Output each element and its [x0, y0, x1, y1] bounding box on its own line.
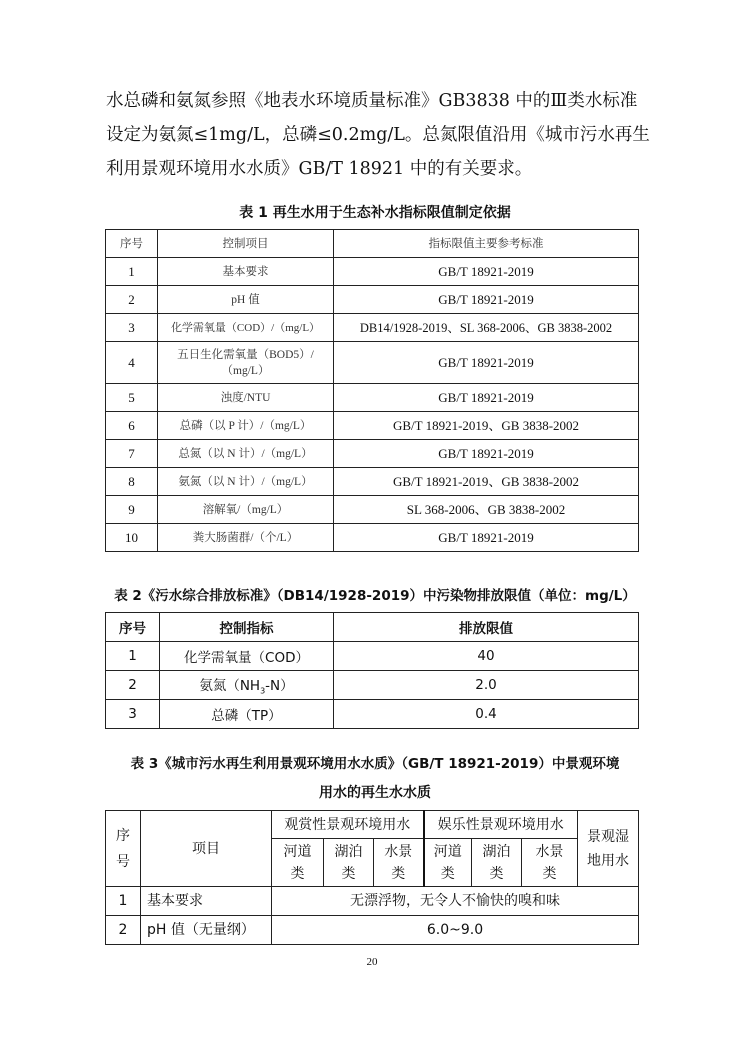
- row-item: [160, 671, 334, 700]
- row-item: 化学需氧量（COD）/（mg/L）: [158, 314, 334, 342]
- table-row: [106, 286, 639, 314]
- row-item: 总磷（TP）: [160, 700, 334, 729]
- row-ref: GB/T 18921-2019: [334, 384, 639, 412]
- row-value: 6.0~9.0: [272, 916, 639, 945]
- table-row: [106, 671, 639, 700]
- header-group-recreational: 娱乐性景观环境用水: [424, 811, 578, 839]
- row-no: 5: [106, 384, 158, 412]
- table-row: [106, 342, 639, 384]
- header-cell: 控制指标: [160, 613, 334, 642]
- subheader-cell: [424, 839, 472, 887]
- table-row: [106, 412, 639, 440]
- subheader-cell: [472, 839, 522, 887]
- row-item: 基本要求: [141, 887, 272, 916]
- row-item: pH 值: [158, 286, 334, 314]
- row-item: 基本要求: [158, 258, 334, 286]
- row-item: 化学需氧量（COD）: [160, 642, 334, 671]
- row-item: 总氮（以 N 计）/（mg/L）: [158, 440, 334, 468]
- table2: [105, 612, 639, 729]
- subheader-text: 湖泊类: [334, 843, 363, 882]
- subheader-cell: [522, 839, 578, 887]
- header-no: [106, 811, 141, 887]
- table3: [105, 810, 639, 945]
- row-no: 7: [106, 440, 158, 468]
- subheader-text: 河道类: [433, 843, 462, 882]
- row-ref: DB14/1928-2019、SL 368-2006、GB 3838-2002: [334, 314, 639, 342]
- table-row: [106, 524, 639, 552]
- subheader-text: 水景类: [535, 843, 564, 882]
- table-row: [106, 700, 639, 729]
- table-row: [106, 642, 639, 671]
- paragraph-line: 设定为氨氮≤1mg/L，总磷≤0.2mg/L。总氮限值沿用《城市污水再生: [106, 125, 650, 145]
- row-item: 溶解氧/（mg/L）: [158, 496, 334, 524]
- row-item-line: （mg/L）: [221, 364, 270, 377]
- table-row: [106, 440, 639, 468]
- header-no-text: 序号: [116, 827, 130, 870]
- header-cell: 指标限值主要参考标准: [334, 230, 639, 258]
- header-cell: 控制项目: [158, 230, 334, 258]
- row-ref: GB/T 18921-2019: [334, 286, 639, 314]
- item-text: 氨氮（NH: [199, 678, 261, 695]
- row-ref: SL 368-2006、GB 3838-2002: [334, 496, 639, 524]
- row-ref: GB/T 18921-2019、GB 3838-2002: [334, 468, 639, 496]
- row-ref: GB/T 18921-2019: [334, 440, 639, 468]
- subheader-cell: [324, 839, 374, 887]
- row-ref: GB/T 18921-2019: [334, 342, 639, 384]
- table-row: [106, 496, 639, 524]
- subheader-text: 水景类: [384, 843, 413, 882]
- row-item: [158, 342, 334, 384]
- row-item-line: 五日生化需氧量（BOD5）/: [177, 348, 314, 361]
- subheader-cell: [374, 839, 424, 887]
- subheader-text: 湖泊类: [482, 843, 511, 882]
- subheader-cell: [272, 839, 324, 887]
- row-item: pH 值（无量纲）: [141, 916, 272, 945]
- table-row: [106, 887, 639, 916]
- row-ref: GB/T 18921-2019: [334, 524, 639, 552]
- header-cell: 序号: [106, 230, 158, 258]
- row-value: 无漂浮物，无令人不愉快的嗅和味: [272, 887, 639, 916]
- row-no: 1: [106, 887, 141, 916]
- table1-caption: 表 1 再生水用于生态补水指标限值制定依据: [239, 205, 511, 221]
- paragraph-line: 水总磷和氨氮参照《地表水环境质量标准》GB3838 中的Ⅲ类水标准: [106, 91, 638, 111]
- body-paragraph: [106, 84, 650, 186]
- row-item: 浊度/NTU: [158, 384, 334, 412]
- table-header-row: [106, 230, 639, 258]
- row-value: 40: [334, 642, 639, 671]
- header-cell: 排放限值: [334, 613, 639, 642]
- row-no: 6: [106, 412, 158, 440]
- table-row: [106, 314, 639, 342]
- row-no: 1: [106, 258, 158, 286]
- table-row: [106, 384, 639, 412]
- row-no: 10: [106, 524, 158, 552]
- table3-caption-line2: 用水的再生水水质: [319, 785, 431, 801]
- header-cell: 序号: [106, 613, 160, 642]
- header-wetland-text: 景观湿地用水: [587, 828, 629, 869]
- item-subscript: 3: [260, 686, 266, 696]
- table-row: [106, 916, 639, 945]
- table1: [105, 229, 639, 552]
- paragraph-line: 利用景观环境用水水质》GB/T 18921 中的有关要求。: [106, 159, 533, 179]
- row-ref: GB/T 18921-2019: [334, 258, 639, 286]
- row-no: 3: [106, 314, 158, 342]
- header-wetland: [578, 811, 639, 887]
- table-row: [106, 258, 639, 286]
- row-value: 0.4: [334, 700, 639, 729]
- row-no: 2: [106, 671, 160, 700]
- row-no: 4: [106, 342, 158, 384]
- header-group-ornamental: 观赏性景观环境用水: [272, 811, 424, 839]
- row-ref: GB/T 18921-2019、GB 3838-2002: [334, 412, 639, 440]
- row-no: 2: [106, 286, 158, 314]
- row-no: 3: [106, 700, 160, 729]
- row-value: 2.0: [334, 671, 639, 700]
- row-item: 总磷（以 P 计）/（mg/L）: [158, 412, 334, 440]
- row-no: 2: [106, 916, 141, 945]
- page-number: 20: [366, 956, 378, 968]
- row-item: 粪大肠菌群/（个/L）: [158, 524, 334, 552]
- table-header-row: [106, 613, 639, 642]
- table-header-row: [106, 811, 639, 839]
- subheader-text: 河道类: [283, 843, 312, 882]
- table-row: [106, 468, 639, 496]
- row-no: 9: [106, 496, 158, 524]
- row-no: 1: [106, 642, 160, 671]
- row-item: 氨氮（以 N 计）/（mg/L）: [158, 468, 334, 496]
- item-text: -N）: [265, 678, 294, 695]
- header-item: 项目: [141, 811, 272, 887]
- row-no: 8: [106, 468, 158, 496]
- table2-caption: 表 2《污水综合排放标准》（DB14/1928-2019）中污染物排放限值（单位：mg/L）: [114, 588, 636, 604]
- table3-caption-line1: 表 3《城市污水再生利用景观环境用水水质》（GB/T 18921-2019）中景观环境: [130, 756, 620, 772]
